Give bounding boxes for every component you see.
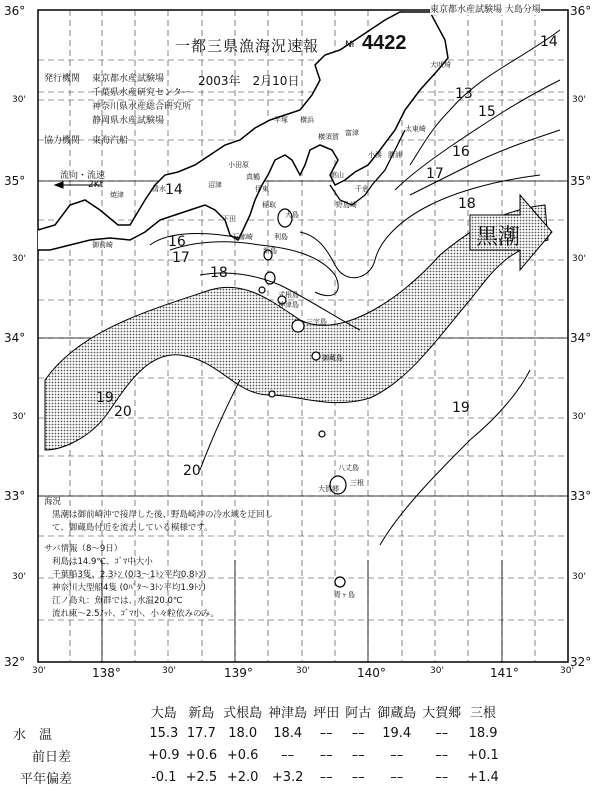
- kuroshio-label: 黒潮: [476, 225, 521, 250]
- isotherm-label: 17: [172, 250, 190, 266]
- isotherm-label: 18: [210, 265, 228, 281]
- notes-line: 千葉船3隻、2.3ﾄﾝ (0.3～1ﾄﾝ平均0.8ﾄﾝ): [52, 570, 207, 580]
- lon-label: 30': [560, 666, 574, 676]
- cooperation: 東海汽船: [92, 136, 129, 146]
- notes-section-body: 黒潮は御前崎沖で接岸した後、野島崎沖の冷水域を迂回して、御蔵島付近を流去している模様です。: [52, 510, 274, 533]
- notes-line: 江ノ島丸：魚群では、水温20.0℃: [52, 596, 183, 606]
- table-header-row: [10, 700, 502, 722]
- lat-label: 30': [12, 95, 26, 105]
- table-cell: ––: [435, 769, 449, 785]
- lat-label-right: 30': [572, 412, 586, 422]
- miyake-island: [292, 320, 304, 332]
- issuer: 神奈川県水産総合研究所: [92, 102, 192, 112]
- table-column-header: 三根: [470, 705, 497, 721]
- place-label: 神津島: [278, 301, 299, 309]
- table-column-header: 神津島: [268, 705, 308, 721]
- issuer-list: [92, 72, 191, 128]
- table-column-header: 大賀郷: [422, 705, 462, 721]
- table-row: [10, 722, 502, 744]
- table-cell: -0.1: [151, 769, 177, 785]
- lat-label-right: 30': [572, 95, 586, 105]
- number-prefix: №: [345, 40, 355, 50]
- place-label: 千倉: [355, 185, 369, 193]
- table-cell: ––: [435, 725, 449, 741]
- place-label: 下田: [222, 215, 236, 223]
- table-row-label: 前日差: [32, 749, 72, 765]
- place-label: 大賀郷: [318, 485, 339, 493]
- issuer: 東京都水産試験場: [92, 74, 165, 84]
- place-label: 利島: [274, 233, 288, 241]
- place-label: 稲取: [262, 201, 276, 209]
- isotherm-label: 20: [183, 463, 201, 479]
- place-label: 横浜: [300, 116, 314, 124]
- table-column-header: 坪田: [313, 705, 340, 721]
- isotherm-label: 15: [478, 104, 496, 120]
- table-cell: 19.4: [382, 725, 412, 741]
- table-cell: ––: [351, 725, 365, 741]
- issuer: 静岡県水産試験場: [92, 116, 165, 126]
- isotherm-label: 17: [426, 166, 444, 182]
- place-label: 新島: [263, 247, 277, 255]
- table-row: [10, 766, 502, 788]
- lat-label: 34°: [4, 331, 26, 345]
- table-column-header: 新島: [188, 705, 215, 721]
- place-label: 横須賀: [318, 133, 339, 141]
- place-label: 焼津: [110, 191, 124, 199]
- table-cell: ––: [390, 747, 404, 763]
- isotherm-label: 19: [452, 400, 470, 416]
- place-label: 真鶴: [246, 173, 260, 181]
- place-label: 平塚: [274, 116, 288, 124]
- table-cell: +0.6: [226, 747, 259, 763]
- place-label: 八丈島: [338, 464, 359, 472]
- legend-label: 流向・流速: [60, 171, 106, 181]
- place-label: 勝浦: [388, 151, 402, 159]
- notes-line: 利島は14.9℃、ｺﾞﾏ中大小: [52, 557, 153, 567]
- table-cell: +0.6: [185, 747, 218, 763]
- lat-label: 30': [12, 254, 26, 264]
- issue-number: 4422: [362, 32, 407, 54]
- table-column-header: 式根島: [223, 705, 263, 721]
- lat-label-right: 33°: [570, 489, 592, 503]
- place-label: 館山: [330, 171, 344, 179]
- table-row: [10, 744, 502, 766]
- lat-label-right: 32°: [570, 655, 592, 669]
- place-label: 伊東: [255, 185, 269, 193]
- lon-label: 141°: [490, 666, 519, 680]
- table-cell: ––: [435, 747, 449, 763]
- place-label: 小田原: [228, 161, 249, 169]
- isotherm-label: 14: [540, 34, 558, 50]
- place-label: 野島崎: [336, 201, 357, 209]
- table-row-label: 平年偏差: [20, 771, 73, 787]
- table-row-label: 水 温: [13, 727, 53, 743]
- place-label: 富津: [345, 129, 359, 137]
- place-label: 三宅島: [306, 318, 327, 326]
- lat-label: 32°: [4, 655, 26, 669]
- table-cell: ––: [390, 769, 404, 785]
- isotherm-label: 20: [114, 404, 132, 420]
- lat-label: 30': [12, 572, 26, 582]
- lon-label: 30': [32, 666, 46, 676]
- isotherm-label: 13: [455, 86, 473, 102]
- cooperation-label: 協力機関: [44, 136, 81, 146]
- isotherm-label: 16: [452, 144, 470, 160]
- isotherm-label: 18: [458, 196, 476, 212]
- table-cell: 17.7: [186, 725, 216, 741]
- table-cell: +3.2: [271, 769, 304, 785]
- place-label: 御蔵島: [322, 354, 343, 362]
- temperature-table: [10, 700, 502, 788]
- table-cell: 18.9: [468, 725, 498, 741]
- place-label: 犬吠埼: [430, 61, 451, 69]
- notes-section-title: 海況: [44, 497, 62, 507]
- table-cell: ––: [319, 769, 333, 785]
- table-cell: +0.9: [148, 747, 180, 763]
- legend-speed: 2Kt: [88, 180, 104, 190]
- table-cell: 18.0: [228, 725, 258, 741]
- issue-date: 2003年 2月10日: [198, 74, 300, 88]
- place-label: 石廊崎: [232, 233, 253, 241]
- lon-label: 30': [162, 666, 176, 676]
- isotherm-label: 16: [168, 234, 186, 250]
- publisher-top: 東京都水産試験場 大島分場: [430, 2, 541, 15]
- table-cell: +2.0: [226, 769, 259, 785]
- page-title: 一都三県漁海況速報: [175, 37, 320, 55]
- table-column-header: 大島: [150, 705, 177, 721]
- lon-label: 139°: [224, 666, 253, 680]
- table-cell: ––: [351, 769, 365, 785]
- place-label: 大島: [285, 211, 299, 219]
- lon-label: 138°: [92, 666, 121, 680]
- table-column-header: 御蔵島: [377, 705, 417, 721]
- notes-line: 神奈川大型船4隻 (0ﾊﾟﾀ～3ﾄﾝ平均1.9ﾄﾝ): [52, 583, 206, 593]
- place-label: 三根: [350, 479, 364, 487]
- notes-panel: [44, 496, 274, 621]
- lat-label: 36°: [4, 4, 26, 18]
- place-label: 沼津: [208, 181, 222, 189]
- place-label: 清水: [152, 185, 166, 193]
- lat-label-right: 30': [572, 572, 586, 582]
- lon-label: 30': [296, 666, 310, 676]
- lat-label-right: 35°: [570, 174, 592, 188]
- lat-label-right: 30': [572, 254, 586, 264]
- issued-by-label: 発行機関: [44, 74, 81, 84]
- lat-label-right: 36°: [570, 4, 592, 18]
- table-cell: ––: [351, 747, 365, 763]
- notes-line: 流れ東～2.5ﾉｯﾄ、ｺﾞﾏ小、小々粒依みのみ。: [52, 609, 220, 619]
- lat-label: 30': [12, 412, 26, 422]
- place-label: 御前崎: [92, 241, 113, 249]
- isotherm-label: 14: [165, 182, 183, 198]
- table-cell: 15.3: [149, 725, 179, 741]
- place-label: 青ヶ島: [334, 591, 355, 599]
- lat-label: 35°: [4, 174, 26, 188]
- table-cell: +2.5: [185, 769, 218, 785]
- table-cell: ––: [319, 725, 333, 741]
- place-label: 小湊: [368, 151, 382, 159]
- lat-label-right: 34°: [570, 331, 592, 345]
- isotherm-label: 19: [96, 390, 114, 406]
- place-label: 式根島: [278, 291, 299, 299]
- lat-label: 33°: [4, 489, 26, 503]
- place-label: 太東崎: [405, 125, 426, 133]
- notes-section-title: サバ情報（8～9日）: [44, 544, 123, 554]
- table-cell: +0.1: [467, 747, 499, 763]
- issuer: 千葉県水産研究センター: [92, 88, 191, 98]
- lon-label: 140°: [357, 666, 386, 680]
- table-cell: 18.4: [273, 725, 303, 741]
- table-cell: ––: [281, 747, 295, 763]
- table-cell: ––: [319, 747, 333, 763]
- lon-label: 30': [430, 666, 444, 676]
- table-cell: +1.4: [467, 769, 499, 785]
- table-column-header: 阿古: [345, 705, 372, 721]
